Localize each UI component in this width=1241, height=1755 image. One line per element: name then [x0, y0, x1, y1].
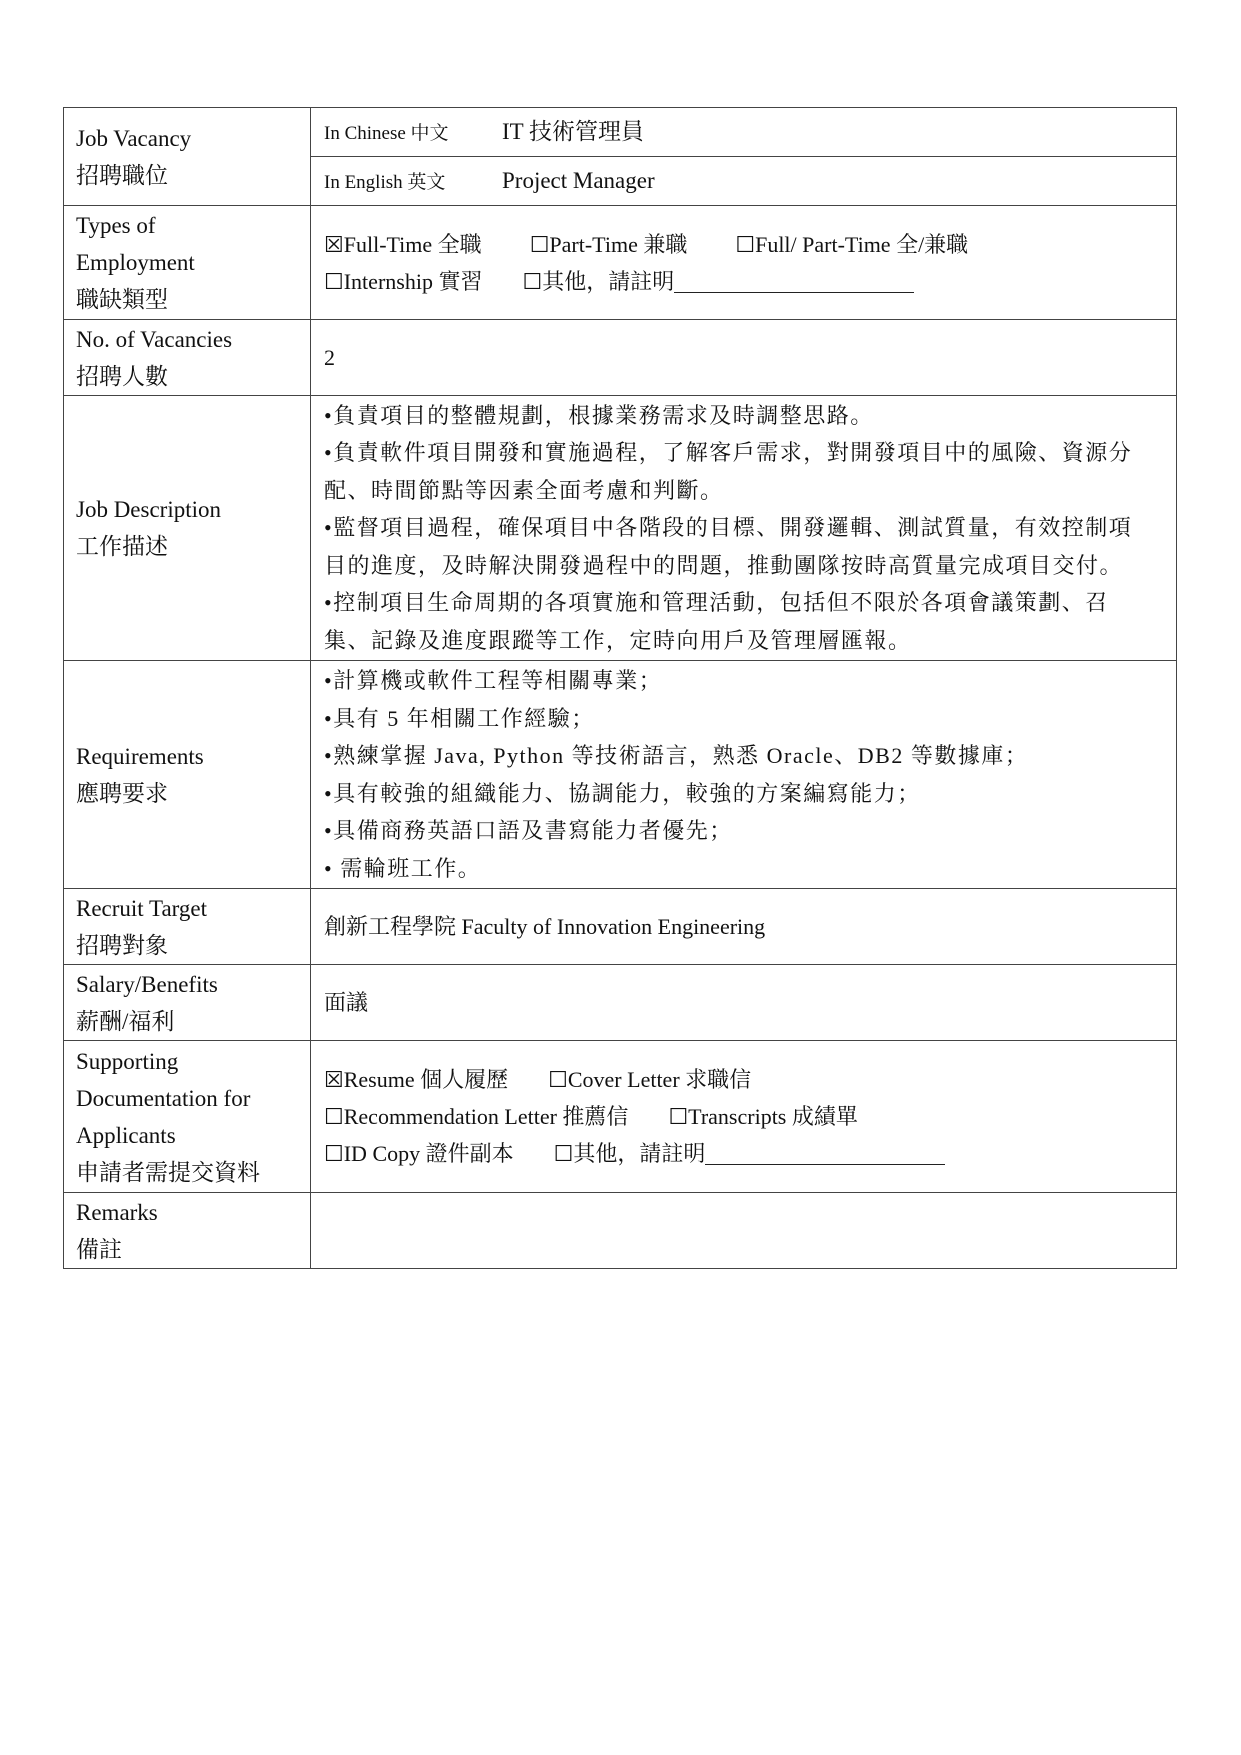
job-vacancy-label-en: Job Vacancy	[76, 125, 192, 151]
salary-value: 面議	[311, 965, 1177, 1041]
requirements-label-en: Requirements	[76, 743, 204, 769]
requirements-label-zh: 應聘要求	[76, 780, 168, 806]
description-line: 集、記錄及進度跟蹤等工作，定時向用戶及管理層匯報。	[324, 627, 912, 653]
remarks-label-zh: 備註	[76, 1236, 122, 1262]
checkbox-id-copy[interactable]: ☐	[324, 1141, 344, 1166]
remarks-label	[64, 1193, 311, 1269]
documents-other-blank[interactable]	[705, 1138, 945, 1165]
option-transcripts: Transcripts 成績單	[688, 1104, 858, 1129]
requirement-line: •熟練掌握 Java, Python 等技術語言，熟悉 Oracle、DB2 等數據庫；	[324, 743, 1029, 768]
english-title-value: Project Manager	[502, 167, 655, 193]
checkbox-full-time[interactable]: ☒	[324, 231, 344, 257]
chinese-title-value: IT 技術管理員	[502, 118, 645, 144]
checkbox-part-time[interactable]: ☐	[529, 231, 550, 257]
documents-label-en-1: Supporting	[76, 1048, 179, 1074]
description-line: •監督項目過程，確保項目中各階段的目標、開發邏輯、測試質量，有效控制項	[324, 515, 1133, 541]
requirement-line: •具有較強的組織能力、協調能力，較強的方案編寫能力；	[324, 780, 921, 806]
documents-label-en-2: Documentation for	[76, 1085, 251, 1111]
checkbox-internship[interactable]: ☐	[324, 268, 344, 294]
chinese-title-cell	[311, 108, 1177, 157]
recruit-target-value: 創新工程學院 Faculty of Innovation Engineering	[311, 889, 1177, 965]
recruit-target-label-en: Recruit Target	[76, 895, 208, 921]
option-part-time: Part-Time 兼職	[549, 231, 688, 257]
checkbox-recommendation-letter[interactable]: ☐	[324, 1104, 344, 1129]
requirement-line: •具備商務英語口語及書寫能力者優先；	[324, 818, 733, 843]
option-resume: Resume 個人履歷	[343, 1067, 509, 1092]
checkbox-documents-other[interactable]: ☐	[553, 1141, 574, 1166]
description-line: 配、時間節點等因素全面考慮和判斷。	[324, 477, 724, 503]
job-description-label	[64, 396, 311, 661]
vacancies-label-en: No. of Vacancies	[76, 326, 233, 352]
salary-label-zh: 薪酬/福利	[76, 1008, 175, 1034]
vacancies-value: 2	[311, 320, 1177, 396]
employment-type-label-en-1: Types of	[76, 213, 156, 238]
job-posting-form	[63, 107, 1177, 1269]
job-description-label-zh: 工作描述	[76, 534, 168, 559]
employment-type-label-zh: 職缺類型	[76, 287, 168, 312]
documents-label-en-3: Applicants	[76, 1122, 176, 1148]
requirements-label	[64, 661, 311, 889]
job-vacancy-label-zh: 招聘職位	[76, 162, 168, 188]
employment-type-label	[64, 206, 311, 320]
checkbox-cover-letter[interactable]: ☐	[548, 1067, 568, 1092]
recruit-target-label	[64, 889, 311, 965]
option-id-copy: ID Copy 證件副本	[343, 1141, 514, 1166]
requirement-line: •計算機或軟件工程等相關專業；	[324, 668, 663, 693]
option-full-part-time: Full/ Part-Time 全/兼職	[755, 231, 969, 257]
checkbox-full-part-time[interactable]: ☐	[735, 231, 756, 257]
requirements-content	[311, 661, 1177, 889]
vacancies-label	[64, 320, 311, 396]
recruit-target-label-zh: 招聘對象	[76, 932, 168, 958]
documents-label-zh: 申請者需提交資料	[76, 1159, 260, 1185]
english-title-cell	[311, 157, 1177, 206]
vacancies-label-zh: 招聘人數	[76, 363, 168, 389]
description-line: •控制項目生命周期的各項實施和管理活動，包括但不限於各項會議策劃、召	[324, 590, 1109, 616]
documents-label	[64, 1041, 311, 1193]
remarks-value[interactable]	[311, 1193, 1177, 1269]
checkbox-resume[interactable]: ☒	[324, 1067, 344, 1092]
salary-label	[64, 965, 311, 1041]
description-line: •負責軟件項目開發和實施過程，了解客戶需求，對開發項目中的風險、資源分	[324, 440, 1133, 466]
option-internship: Internship 實習	[343, 268, 483, 294]
employment-other-blank[interactable]	[674, 266, 914, 293]
option-cover-letter: Cover Letter 求職信	[567, 1067, 752, 1092]
option-recommendation-letter: Recommendation Letter 推薦信	[343, 1104, 629, 1129]
checkbox-employment-other[interactable]: ☐	[522, 268, 543, 294]
description-line: 目的進度，及時解決開發過程中的問題，推動團隊按時高質量完成項目交付。	[324, 552, 1124, 578]
job-description-content	[311, 396, 1177, 661]
salary-label-en: Salary/Benefits	[76, 971, 218, 997]
option-full-time: Full-Time 全職	[343, 231, 482, 257]
description-line: •負責項目的整體規劃，根據業務需求及時調整思路。	[324, 402, 874, 428]
employment-type-label-en-2: Employment	[76, 250, 195, 275]
job-description-label-en: Job Description	[76, 497, 222, 522]
option-employment-other: 其他，請註明	[542, 268, 675, 294]
remarks-label-en: Remarks	[76, 1199, 158, 1225]
english-title-label: In English 英文	[324, 171, 446, 193]
chinese-title-label: In Chinese 中文	[324, 122, 449, 144]
employment-type-options	[311, 206, 1177, 320]
documents-options	[311, 1041, 1177, 1193]
job-vacancy-label	[64, 108, 311, 206]
requirement-line: • 需輪班工作。	[324, 855, 482, 881]
requirement-line: •具有 5 年相關工作經驗；	[324, 705, 595, 731]
checkbox-transcripts[interactable]: ☐	[668, 1104, 689, 1129]
option-documents-other: 其他，請註明	[573, 1141, 706, 1166]
